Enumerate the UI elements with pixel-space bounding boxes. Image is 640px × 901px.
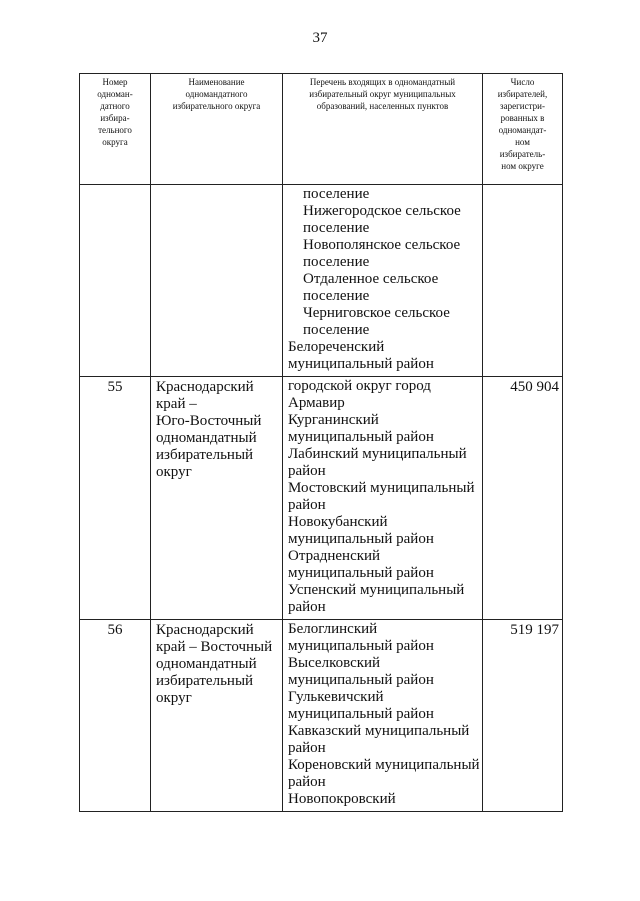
municipality-item: Лабинский муниципальный bbox=[288, 446, 467, 462]
district-name bbox=[151, 185, 283, 377]
header-line: Число bbox=[510, 77, 535, 87]
district-name-line: Юго-Восточный bbox=[156, 413, 262, 429]
header-district-name bbox=[151, 74, 283, 185]
municipality-item: муниципальный район bbox=[288, 531, 434, 547]
district-name-line: Краснодарский bbox=[156, 379, 254, 395]
header-line: одноман- bbox=[97, 89, 133, 99]
voter-count bbox=[483, 185, 563, 377]
district-number bbox=[80, 185, 151, 377]
municipality-item: Армавир bbox=[288, 395, 345, 411]
municipality-item: Отрадненский bbox=[288, 548, 381, 564]
municipality-item: район bbox=[288, 497, 326, 513]
header-line: ном округе bbox=[501, 161, 544, 171]
municipality-item: городской округ город bbox=[288, 378, 431, 394]
table-row bbox=[80, 185, 563, 377]
header-line: тельного bbox=[98, 125, 132, 135]
header-line: избирательный округ муниципальных bbox=[309, 89, 456, 99]
municipality-item: Новопокровский bbox=[288, 791, 396, 807]
district-name-line: одномандатный bbox=[156, 430, 257, 446]
municipality-item: Кавказский муниципальный bbox=[288, 723, 470, 739]
municipality-item: поселение bbox=[303, 220, 370, 236]
header-line: избирателей, bbox=[497, 89, 548, 99]
municipality-item: Новополянское сельское bbox=[303, 237, 461, 253]
municipality-item: район bbox=[288, 463, 326, 479]
district-name-line: край – Восточный bbox=[156, 639, 273, 655]
header-line: округа bbox=[102, 137, 128, 147]
header-municipalities bbox=[283, 74, 483, 185]
district-name-line: край – bbox=[156, 396, 197, 412]
municipality-item: муниципальный район bbox=[288, 706, 434, 722]
municipality-item: поселение bbox=[303, 254, 370, 270]
district-name bbox=[151, 377, 283, 620]
districts-table bbox=[79, 73, 563, 812]
municipality-item: муниципальный район bbox=[288, 429, 434, 445]
district-name-line: одномандатный bbox=[156, 656, 257, 672]
municipality-item: Белореченский bbox=[288, 339, 385, 355]
municipality-item: Нижегородское сельское bbox=[303, 203, 461, 219]
municipality-item: Выселковский bbox=[288, 655, 381, 671]
header-line: ном bbox=[515, 137, 530, 147]
municipality-item: поселение bbox=[303, 186, 370, 202]
header-line: датного bbox=[100, 101, 130, 111]
municipality-item: поселение bbox=[303, 322, 370, 338]
table-row bbox=[80, 620, 563, 812]
header-line: рованных в bbox=[500, 113, 545, 123]
table-header-row bbox=[80, 74, 563, 185]
district-number: 56 bbox=[80, 620, 151, 812]
municipality-item: Черниговское сельское bbox=[303, 305, 450, 321]
municipality-list bbox=[283, 620, 483, 812]
header-voter-count bbox=[483, 74, 563, 185]
municipality-item: Кореновский муниципальный bbox=[288, 757, 480, 773]
municipality-item: Белоглинский bbox=[288, 621, 378, 637]
municipality-item: Новокубанский bbox=[288, 514, 388, 530]
voter-count: 519 197 bbox=[483, 620, 563, 812]
header-line: избирательного округа bbox=[172, 101, 261, 111]
header-line: одномандатного bbox=[185, 89, 248, 99]
header-line: Номер bbox=[102, 77, 128, 87]
municipality-item: Отдаленное сельское bbox=[303, 271, 439, 287]
municipality-item: Гулькевичский bbox=[288, 689, 384, 705]
voter-count: 450 904 bbox=[483, 377, 563, 620]
district-name-line: округ bbox=[156, 690, 192, 706]
page-number: 37 bbox=[312, 30, 328, 46]
municipality-item: Мостовский муниципальный bbox=[288, 480, 475, 496]
municipality-item: муниципальный район bbox=[288, 638, 434, 654]
municipality-list bbox=[283, 377, 483, 620]
district-number: 55 bbox=[80, 377, 151, 620]
table-row bbox=[80, 377, 563, 620]
district-name-line: избирательный bbox=[156, 447, 254, 463]
header-line: Наименование bbox=[188, 77, 245, 87]
district-name-line: избирательный bbox=[156, 673, 254, 689]
header-line: зарегистри- bbox=[500, 101, 545, 111]
header-line: избира- bbox=[100, 113, 130, 123]
municipality-item: поселение bbox=[303, 288, 370, 304]
header-line: Перечень входящих в одномандатный bbox=[309, 77, 456, 87]
header-district-number bbox=[80, 74, 151, 185]
district-name-line: округ bbox=[156, 464, 192, 480]
district-name bbox=[151, 620, 283, 812]
municipality-item: район bbox=[288, 599, 326, 615]
municipality-item: муниципальный район bbox=[288, 672, 434, 688]
header-line: избиратель- bbox=[499, 149, 546, 159]
municipality-item: Успенский муниципальный bbox=[288, 582, 465, 598]
municipality-item: муниципальный район bbox=[288, 565, 434, 581]
header-line: образований, населенных пунктов bbox=[316, 101, 449, 111]
header-line: одномандат- bbox=[498, 125, 547, 135]
municipality-list bbox=[283, 185, 483, 377]
municipality-item: Курганинский bbox=[288, 412, 379, 428]
municipality-item: район bbox=[288, 774, 326, 790]
municipality-item: район bbox=[288, 740, 326, 756]
district-name-line: Краснодарский bbox=[156, 622, 254, 638]
municipality-item: муниципальный район bbox=[288, 356, 434, 372]
